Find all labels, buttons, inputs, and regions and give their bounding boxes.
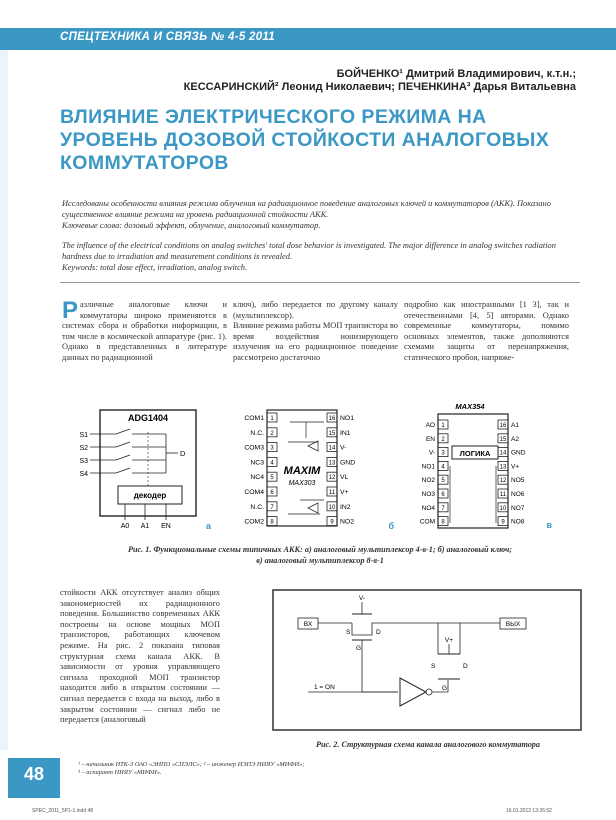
fig1a-input: S3 (79, 458, 88, 465)
fig1a-control: EN (161, 523, 171, 530)
fig2-in: ВХ (303, 621, 313, 628)
fig1b-pin-number: 15 (328, 430, 336, 437)
fig1b-pin-number: 4 (270, 460, 274, 467)
fig1c-pin-number: 12 (499, 478, 507, 485)
fig1c-pin-label: NO3 (421, 491, 435, 498)
fig1a-input: S2 (79, 445, 88, 452)
fig1b-pin-label: N.C. (250, 503, 264, 511)
fig1c-pin-label: V+ (511, 463, 520, 471)
abstract-ru: Исследованы особенности влияния режима облучения на радиационное поведение аналоговых ключей и коммутаторов (АКК). Показано существенное влияние режима на уровень радиационной стойкости АКК. (62, 199, 551, 219)
article-title: ВЛИЯНИЕ ЭЛЕКТРИЧЕСКОГО РЕЖИМА НА УРОВЕНЬ ДОЗОВОЙ СТОЙКОСТИ АНАЛОГОВЫХ КОММУТАТОРОВ (60, 106, 550, 174)
fig1b-pin-label: IN2 (340, 503, 351, 511)
fig1b-pin-number: 10 (328, 504, 336, 511)
fig1b-pin-number: 9 (330, 519, 334, 526)
fig1b-pin-number: 11 (328, 490, 336, 496)
fig1c-pin-label: AO (425, 422, 435, 429)
fig2-vminus: V- (358, 595, 366, 602)
fig1b-pin-number: 14 (328, 445, 336, 452)
fig1b-pin-number: 8 (270, 519, 274, 526)
fig1b-pin-number: 13 (328, 460, 336, 467)
fig2-vplus: V+ (444, 637, 454, 644)
fig1c-pin-label: NO2 (421, 477, 435, 485)
body-column-2 (233, 300, 398, 363)
column-2-para-1: ключ), либо передается по другому каналу (мультиплексор). (233, 300, 398, 320)
figure-2-caption: Рис. 2. Структурная схема канала аналогового коммутатора (315, 740, 540, 749)
fig1b-pin-label: N.C. (250, 429, 264, 437)
fig1c-pin-label: COM (419, 518, 435, 526)
fig2-g1: G (356, 645, 362, 652)
fig1b-pin-number: 1 (270, 416, 274, 422)
journal-title: СПЕЦТЕХНИКА И СВЯЗЬ № 4-5 2011 (60, 31, 275, 43)
fig1b-pin-label: VL (340, 474, 349, 482)
fig1b-pin-label: GND (340, 459, 356, 467)
fig1b-pin-number: 16 (328, 416, 336, 422)
fig1a-chip-name: ADG1404 (127, 413, 169, 423)
fig1b-pin-number: 3 (270, 445, 274, 452)
fig1c-pin-number: 8 (441, 519, 445, 526)
fig1c-pin-label: EN (425, 435, 435, 443)
fig1c-pin-label: NO8 (511, 518, 525, 526)
keywords-ru: Ключевые слова: дозовый эффект, облучение, аналоговый коммутатор. (62, 221, 321, 230)
fig1c-pin-number: 10 (499, 505, 507, 512)
fig1a-control: A1 (140, 523, 150, 530)
author-line-2: КЕССАРИНСКИЙ² Леонид Николаевич; ПЕЧЕНКИНА³ Дарья Витальевна (183, 81, 576, 93)
figure-1-caption-line-2: в) аналоговый мультиплексор 8-в-1 (256, 556, 384, 565)
drop-cap: Р (62, 297, 79, 324)
fig1b-pin-label: NO1 (340, 415, 354, 422)
fig1b-label: б (388, 521, 394, 531)
author-line-1: БОЙЧЕНКО¹ Дмитрий Владимирович, к.т.н.; (336, 68, 576, 80)
column-1-text: азличные аналоговые ключи и коммутаторы широко применяются в системах сбора и обработки информации, в том числе в космической аппаратуре (рис. 1). Однако в представленных в литературе данных по радиационной (62, 300, 227, 362)
figure-1c-diagram (408, 400, 558, 532)
fig1a-input: S4 (79, 471, 88, 478)
fig1b-pin-number: 7 (270, 504, 274, 511)
fig1c-pin-label: NO7 (511, 504, 525, 512)
fig1c-pin-label: V- (428, 449, 435, 457)
fig1c-pin-number: 14 (499, 450, 507, 457)
fig1b-pin-label: COM2 (244, 518, 264, 526)
fig1c-pin-number: 3 (441, 450, 445, 457)
fig1c-pin-label: A1 (511, 422, 519, 429)
fig1c-pin-number: 5 (441, 478, 445, 485)
fig1b-pin-number: 6 (270, 490, 274, 496)
fig1c-pin-number: 2 (441, 436, 445, 443)
fig1a-decoder: декодер (133, 491, 167, 500)
page-number: 48 (23, 764, 45, 784)
fig1c-pin-number: 11 (499, 492, 507, 498)
fig1c-pin-number: 7 (441, 505, 445, 512)
fig2-s2: S (431, 663, 436, 670)
fig1c-pin-label: A2 (511, 435, 519, 443)
fig1b-pin-label: COM1 (244, 415, 264, 422)
print-slug-left: SPEC_2011_5P1-1.indd 48 (32, 808, 94, 814)
figure-1-caption-line-1: Рис. 1. Функциональные схемы типичных АКК: а) аналоговый мультиплексор 4-в-1; б) аналоговый ключ; (127, 545, 513, 554)
fig1c-pin-label: NO5 (511, 477, 525, 485)
figure-2-diagram (268, 586, 588, 736)
fig1b-pin-label: NC4 (250, 474, 264, 482)
fig1b-pin-label: NO2 (340, 518, 354, 526)
footnote-line: ¹ – начальник НТК-3 ОАО «ЭНПО «СПЭЛС»; ² – инженер ИЭПЭ НИЯУ «МИФИ»; (78, 761, 305, 768)
fig1a-control: A0 (120, 523, 130, 530)
footnotes (78, 761, 478, 777)
fig1c-logic: ЛОГИКА (459, 449, 491, 458)
fig2-d1: D (376, 629, 381, 636)
fig2-g2: G (442, 685, 448, 692)
body-column-3: подробно как иностранными [1 3], так и отечественными [4, 5] авторами. Однако современные коммутаторы, помимо основных элементов, также дополняются схемами защиты от перенапряжения, статического пробоя, напряже- (404, 300, 569, 362)
fig1c-pin-label: NO6 (511, 491, 525, 498)
section-divider (60, 282, 580, 283)
fig1b-pin-label: V- (340, 444, 347, 452)
fig1c-pin-number: 1 (441, 423, 445, 429)
fig1b-pin-label: IN1 (340, 429, 351, 437)
fig1b-pin-label: COM3 (244, 444, 264, 452)
fig1c-pin-number: 16 (499, 423, 507, 429)
fig1b-pin-number: 12 (328, 475, 336, 482)
fig1b-pin-label: COM4 (244, 489, 264, 496)
fig1a-output: D (180, 449, 186, 458)
fig1b-brand: MAXIM (283, 465, 321, 477)
column-2-para-2: Влияние режима работы МОП транзистора во время воздействия ионизирующего излучения на его радиационное поведение рассмотрено достаточно (233, 321, 398, 362)
fig1c-pin-label: GND (511, 449, 526, 457)
footnote-line: ³ – аспирант НИЯУ «МИФИ». (78, 769, 162, 776)
fig1c-chip-name: MAX354 (455, 402, 485, 411)
fig1b-pin-number: 5 (270, 475, 274, 482)
fig2-ctrl: 1 = ON (314, 684, 335, 691)
fig1c-pin-number: 15 (499, 436, 507, 443)
fig1b-pin-number: 2 (270, 430, 274, 437)
fig1a-input: S1 (79, 432, 88, 439)
fig1c-pin-number: 9 (501, 519, 505, 526)
fig1c-label: в (546, 520, 552, 530)
fig1a-label: а (206, 521, 212, 531)
fig1b-pin-label: V+ (340, 489, 349, 496)
figure-1a-wiring (78, 404, 223, 532)
fig2-out: ВЫХ (505, 621, 521, 628)
fig2-d2: D (463, 663, 468, 670)
fig1c-pin-label: NO1 (421, 463, 435, 471)
body-column-1 (62, 297, 227, 363)
fig1b-pin-label: NC3 (250, 459, 264, 467)
fig1c-pin-number: 6 (441, 492, 445, 498)
print-slug-right: 16.01.2012 13:26:52 (506, 808, 552, 814)
keywords-en: Keywords: total dose effect, irradiation, analog switch. (62, 263, 248, 272)
fig1c-pin-number: 13 (499, 464, 507, 471)
fig1c-pin-number: 4 (441, 464, 445, 471)
fig2-s1: S (346, 629, 351, 636)
figure-1b-diagram (228, 404, 400, 532)
fig1c-pin-label: NO4 (421, 504, 435, 512)
body-lower-column: стойкости АКК отсутствует анализ общих закономерностей их радиационного поведения. Большинство современных АКК построены на основе мощных МОП транзисторов, работающих ключевом режиме. На рис. 2 показана типовая структурная схема канала АКК. В зависимости от уровня управляющего сигнала проходной МОП транзистор находится либо в открытом состоянии — сигнал передается с входа на выход, либо в закрытом состоянии — сигнал либо не передается (аналоговый (60, 588, 220, 725)
left-margin-strip (0, 50, 8, 750)
abstract-en: The influence of the electrical conditions on analog switches' total dose behavior is investigated. The major difference in analog switches radiation hardness due to irradiation and measurement conditions is revealed. (62, 241, 556, 261)
fig1b-chip-name: MAX303 (288, 480, 316, 487)
